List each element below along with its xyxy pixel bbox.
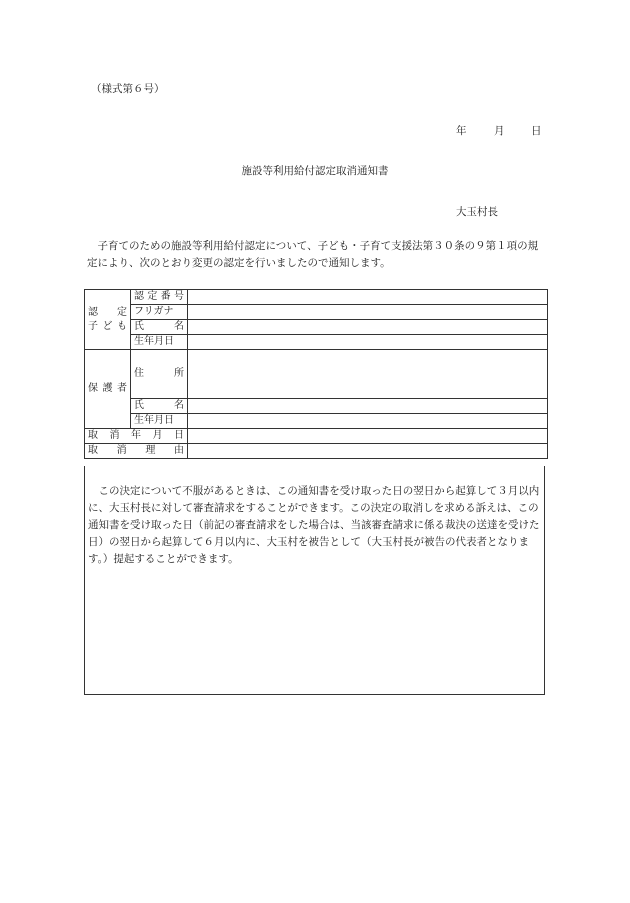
- form-number: （様式第６号）: [91, 83, 165, 95]
- table-row: [85, 414, 548, 429]
- child-name-label: 氏 名: [131, 320, 188, 335]
- date-day-label: 日: [531, 125, 542, 137]
- cert-number-label: 認 定 番 号: [131, 290, 188, 305]
- date-month-label: 月: [494, 125, 505, 137]
- document-title: 施設等利用給付認定取消通知書: [241, 165, 389, 177]
- issuer: 大玉村長: [456, 206, 498, 218]
- appeal-notice-text: この決定について不服があるときは、この通知書を受け取った日の翌日から起算して３月以内に、大玉村長に対して審査請求をすることができます。この決定の取消しを求める訴えは、この通知書を受け取った日（前記の審査請求をした場合は、当該審査請求に係る裁決の送達を受けた日）の翌日から起算して６月以内に、大玉村を被告として（大玉村長が被告の代表者となります。）提起することができます。: [88, 485, 540, 565]
- intro-paragraph: 子育てのための施設等利用給付認定について、子ども・子育て支援法第３０条の９第１項の規定により、次のとおり変更の認定を行いましたので通知します。: [87, 240, 539, 269]
- cancel-date-field[interactable]: [188, 429, 548, 444]
- table-row: [85, 444, 548, 459]
- guardian-address-label: 住 所: [131, 350, 188, 399]
- guardian-group-label: 保 護 者: [85, 350, 131, 429]
- table-row: [85, 290, 548, 305]
- guardian-name-field[interactable]: [188, 399, 548, 414]
- cancel-date-label: 取 消 年 月 日: [85, 429, 188, 444]
- appeal-notice-box: [84, 466, 545, 695]
- table-row: [85, 399, 548, 414]
- table-row: [85, 320, 548, 335]
- child-birthdate-label: 生年月日: [131, 335, 188, 350]
- guardian-name-label: 氏 名: [131, 399, 188, 414]
- furigana-label: フリガナ: [131, 305, 188, 320]
- child-group-label: 認 定 子 ど も: [85, 290, 131, 350]
- table-row: [85, 335, 548, 350]
- table-row: [85, 429, 548, 444]
- furigana-field[interactable]: [188, 305, 548, 320]
- table-row: [85, 305, 548, 320]
- guardian-address-field[interactable]: [188, 350, 548, 399]
- cancel-reason-label: 取 消 理 由: [85, 444, 188, 459]
- date-year-label: 年: [456, 125, 467, 137]
- child-name-field[interactable]: [188, 320, 548, 335]
- child-birthdate-field[interactable]: [188, 335, 548, 350]
- guardian-birthdate-field[interactable]: [188, 414, 548, 429]
- certification-table: [84, 289, 548, 459]
- cert-number-field[interactable]: [188, 290, 548, 305]
- guardian-birthdate-label: 生年月日: [131, 414, 188, 429]
- table-row: [85, 350, 548, 399]
- cancel-reason-field[interactable]: [188, 444, 548, 459]
